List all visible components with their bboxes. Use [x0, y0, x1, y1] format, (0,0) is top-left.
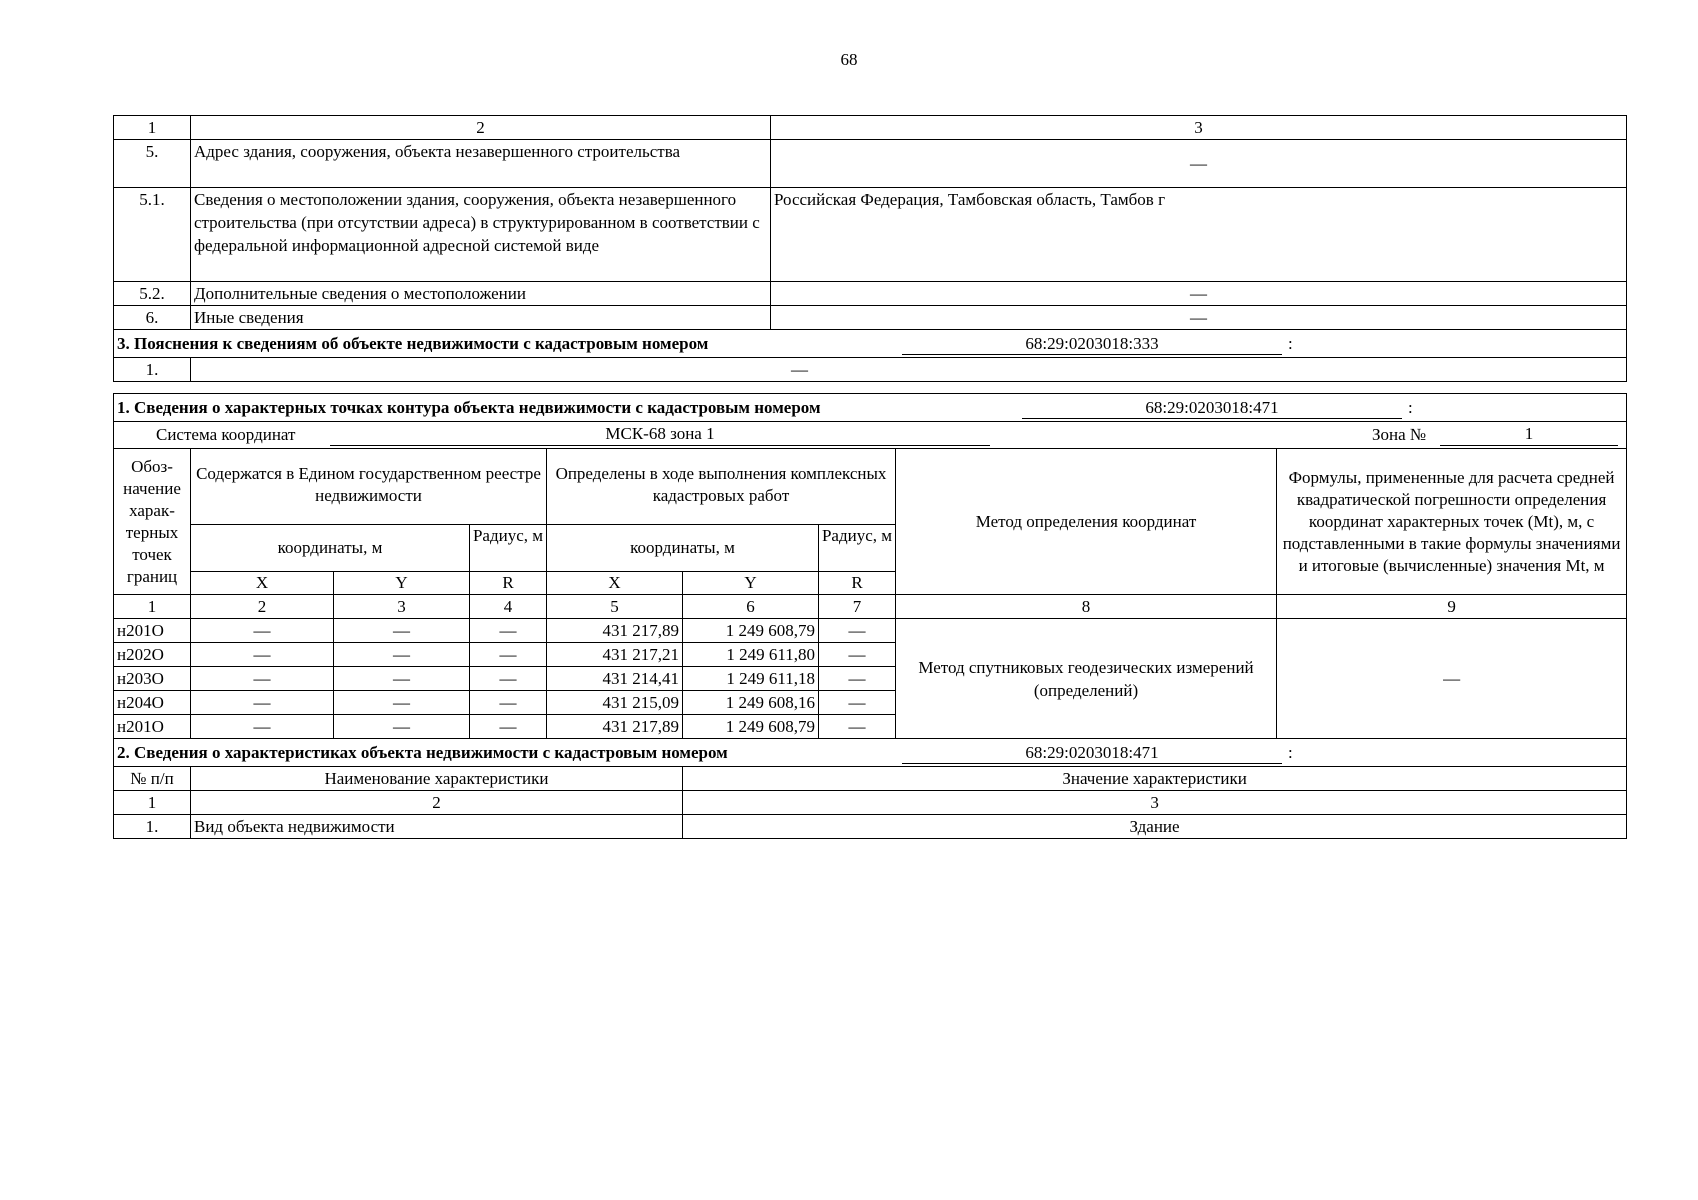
- characteristics-title-cell: [114, 739, 1627, 767]
- coordinate-system-label: Система координат: [156, 425, 296, 444]
- characteristics-section-header: [114, 739, 1627, 767]
- col-num-3: 3: [683, 791, 1627, 815]
- row-name: Иные сведения: [191, 306, 771, 330]
- col-num-7: 7: [819, 595, 896, 619]
- table-row: [114, 358, 1627, 382]
- egrn-y: —: [334, 715, 470, 739]
- complex-r: —: [819, 667, 896, 691]
- complex-x: 431 217,89: [547, 619, 683, 643]
- points-header-row-1: [114, 449, 1627, 525]
- egrn-y: —: [334, 667, 470, 691]
- col-num-8: 8: [896, 595, 1277, 619]
- row-name: Сведения о местоположении здания, сооружения, объекта незавершенного строительства (при отсутствии адреса) в структурированном в соответствии с федеральной информационной адресной системой виде: [191, 188, 771, 282]
- col-num-1: 1: [114, 595, 191, 619]
- points-column-numbers: [114, 595, 1627, 619]
- point-id: н201О: [114, 715, 191, 739]
- characteristics-colon: :: [1288, 743, 1293, 762]
- row-value: Здание: [683, 815, 1627, 839]
- col-num-1: 1: [114, 116, 191, 140]
- egrn-y-header: Y: [334, 572, 470, 595]
- egrn-x: —: [191, 715, 334, 739]
- col-num-6: 6: [683, 595, 819, 619]
- col-num-2: 2: [191, 791, 683, 815]
- row-number: 6.: [114, 306, 191, 330]
- egrn-coords-header: координаты, м: [191, 525, 470, 572]
- col-num-5: 5: [547, 595, 683, 619]
- complex-r: —: [819, 715, 896, 739]
- egrn-r: —: [470, 715, 547, 739]
- points-cadastral-number: 68:29:0203018:471: [1022, 398, 1402, 419]
- complex-r: —: [819, 619, 896, 643]
- complex-y: 1 249 608,79: [683, 715, 819, 739]
- col-num-2: 2: [191, 595, 334, 619]
- char-value-header: Значение характеристики: [683, 767, 1627, 791]
- row-value: Российская Федерация, Тамбовская область, Тамбов г: [771, 188, 1627, 282]
- char-num-header: № п/п: [114, 767, 191, 791]
- section-3-cadastral-number: 68:29:0203018:333: [902, 334, 1282, 355]
- table-row: [114, 282, 1627, 306]
- col-num-9: 9: [1277, 595, 1627, 619]
- row-number: 1.: [114, 815, 191, 839]
- table-row: [114, 815, 1627, 839]
- egrn-x: —: [191, 643, 334, 667]
- complex-y: 1 249 608,16: [683, 691, 819, 715]
- egrn-r: —: [470, 643, 547, 667]
- row-value: —: [771, 140, 1627, 188]
- method-value: Метод спутниковых геодезических измерений (определений): [896, 619, 1277, 739]
- egrn-r: —: [470, 619, 547, 643]
- page-number: 68: [840, 50, 858, 69]
- points-section-title: 1. Сведения о характерных точках контура объекта недвижимости с кадастровым номером: [117, 398, 821, 417]
- complex-r-header: R: [819, 572, 896, 595]
- egrn-radius-header: Радиус, м: [470, 525, 547, 572]
- formulas-header: Формулы, примененные для расчета средней квадратической погрешности определения координат характерных точек (Mt), м, с подставленными в такие формулы значениями и итоговые (вычисленные) значения Mt, м: [1277, 449, 1627, 595]
- egrn-x-header: X: [191, 572, 334, 595]
- complex-x: 431 215,09: [547, 691, 683, 715]
- column-number-row: [114, 116, 1627, 140]
- col-num-4: 4: [470, 595, 547, 619]
- characteristics-column-numbers: [114, 791, 1627, 815]
- col-num-3: 3: [771, 116, 1627, 140]
- object-info-table: [113, 115, 1627, 382]
- complex-r: —: [819, 691, 896, 715]
- points-section-title-cell: [114, 394, 1627, 422]
- complex-x: 431 214,41: [547, 667, 683, 691]
- zone-value: 1: [1440, 423, 1618, 446]
- col-num-3: 3: [334, 595, 470, 619]
- row-value: —: [771, 306, 1627, 330]
- coordinate-system-row: [114, 422, 1627, 449]
- egrn-x: —: [191, 667, 334, 691]
- complex-x-header: X: [547, 572, 683, 595]
- table-row: [114, 619, 1627, 643]
- point-id: н201О: [114, 619, 191, 643]
- row-name: Дополнительные сведения о местоположении: [191, 282, 771, 306]
- row-name: Адрес здания, сооружения, объекта незавершенного строительства: [191, 140, 771, 188]
- egrn-y: —: [334, 691, 470, 715]
- boundary-points-table: [113, 393, 1627, 839]
- zone-label: Зона №: [1372, 425, 1427, 444]
- egrn-r: —: [470, 667, 547, 691]
- row-number: 5.2.: [114, 282, 191, 306]
- coordinate-system-cell: [114, 422, 1627, 449]
- characteristics-title: 2. Сведения о характеристиках объекта недвижимости с кадастровым номером: [117, 743, 728, 762]
- egrn-header: Содержатся в Едином государственном реестре недвижимости: [191, 449, 547, 525]
- points-colon: :: [1408, 398, 1413, 417]
- formula-value: —: [1277, 619, 1627, 739]
- complex-y: 1 249 611,18: [683, 667, 819, 691]
- designation-header: Обоз-начение харак-терных точек границ: [114, 449, 191, 595]
- row-value: —: [771, 282, 1627, 306]
- section-3-title: 3. Пояснения к сведениям об объекте недвижимости с кадастровым номером: [117, 334, 709, 353]
- egrn-r-header: R: [470, 572, 547, 595]
- egrn-y: —: [334, 619, 470, 643]
- egrn-x: —: [191, 691, 334, 715]
- egrn-y: —: [334, 643, 470, 667]
- col-num-1: 1: [114, 791, 191, 815]
- section-3-header: [114, 330, 1627, 358]
- coordinate-system-value: МСК-68 зона 1: [330, 423, 990, 446]
- table-row: [114, 188, 1627, 282]
- table-row: [114, 140, 1627, 188]
- row-number: 5.: [114, 140, 191, 188]
- method-header: Метод определения координат: [896, 449, 1277, 595]
- row-number: 1.: [114, 358, 191, 382]
- row-number: 5.1.: [114, 188, 191, 282]
- complex-y: 1 249 608,79: [683, 619, 819, 643]
- point-id: н204О: [114, 691, 191, 715]
- points-section-header: [114, 394, 1627, 422]
- complex-radius-header: Радиус, м: [819, 525, 896, 572]
- complex-y: 1 249 611,80: [683, 643, 819, 667]
- complex-works-header: Определены в ходе выполнения комплексных кадастровых работ: [547, 449, 896, 525]
- characteristics-cadastral-number: 68:29:0203018:471: [902, 743, 1282, 764]
- row-name: Вид объекта недвижимости: [191, 815, 683, 839]
- point-id: н202О: [114, 643, 191, 667]
- egrn-r: —: [470, 691, 547, 715]
- section-3-title-cell: [114, 330, 1627, 358]
- col-num-2: 2: [191, 116, 771, 140]
- egrn-x: —: [191, 619, 334, 643]
- point-id: н203О: [114, 667, 191, 691]
- section-3-colon: :: [1288, 334, 1293, 353]
- complex-x: 431 217,21: [547, 643, 683, 667]
- complex-y-header: Y: [683, 572, 819, 595]
- row-value: —: [191, 358, 1627, 382]
- table-row: [114, 306, 1627, 330]
- complex-x: 431 217,89: [547, 715, 683, 739]
- complex-r: —: [819, 643, 896, 667]
- complex-coords-header: координаты, м: [547, 525, 819, 572]
- characteristics-header-row: [114, 767, 1627, 791]
- char-name-header: Наименование характеристики: [191, 767, 683, 791]
